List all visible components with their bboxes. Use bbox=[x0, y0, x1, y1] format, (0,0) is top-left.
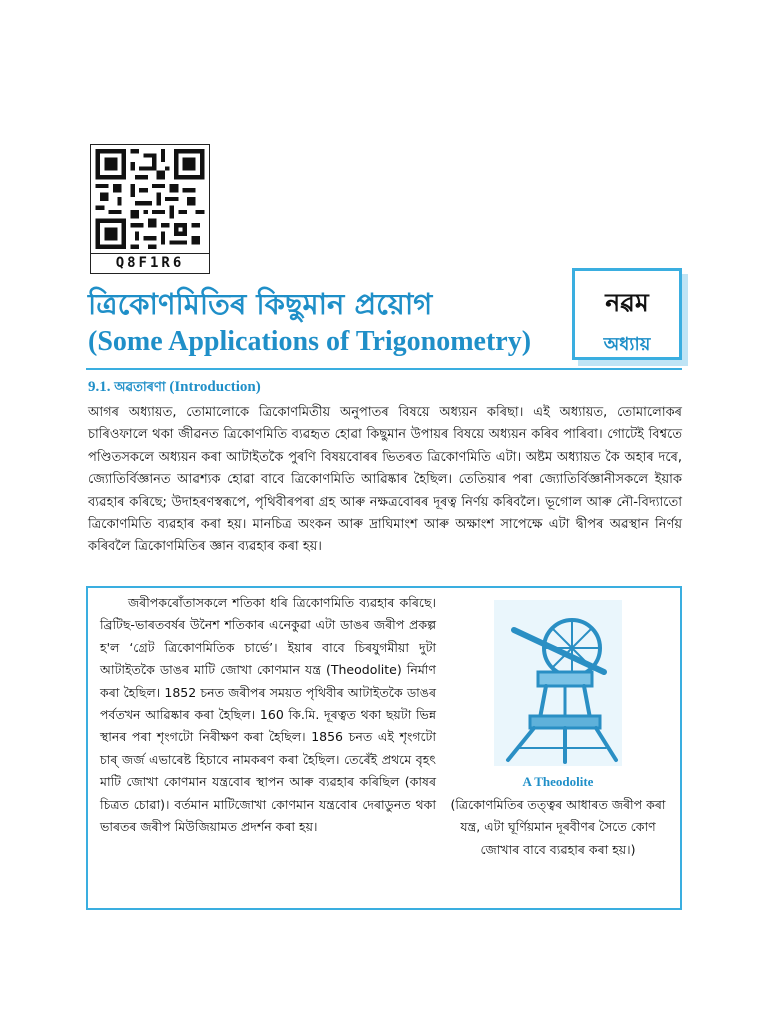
qr-code-icon[interactable] bbox=[90, 144, 210, 254]
chapter-title-assamese: ত্ৰিকোণমিতিৰ কিছুমান প্ৰয়োগ bbox=[88, 287, 433, 321]
section-title-assamese: অৱতাৰণা bbox=[114, 380, 166, 395]
section-heading bbox=[88, 378, 261, 399]
image-caption: A Theodolite bbox=[522, 774, 594, 789]
chapter-number: নৱম bbox=[605, 288, 649, 317]
section-title-english: (Introduction) bbox=[169, 379, 261, 395]
chapter-label: অধ্যায় bbox=[603, 334, 651, 355]
title-divider bbox=[86, 368, 682, 370]
theodolite-image bbox=[494, 600, 622, 766]
qr-code-block[interactable] bbox=[90, 144, 210, 272]
image-description: (ত্ৰিকোণমিতিৰ তত্ত্বৰ আধাৰত জৰীপ কৰা যন্ত্ৰ, এটা ঘূৰ্ণিয়মান দূৰবীণৰ সৈতে কোণ জোখাৰ বাবে ব্যৱহাৰ কৰা হয়।) bbox=[450, 797, 666, 857]
section-number: 9.1. bbox=[88, 379, 111, 395]
chapter-number-box bbox=[572, 268, 682, 360]
survey-paragraph: জৰীপকৰোঁতাসকলে শতিকা ধৰি ত্ৰিকোণমিতি ব্যৱহাৰ কৰিছে। ব্ৰিটিছ-ভাৰতবৰ্ষৰ উনৈশ শতিকাৰ এনেকুৱা এটা ডাঙৰ জৰীপ প্ৰকল্প হ'ল ‘গ্ৰেট ত্ৰিকোণমিতিক চাৰ্ভে’। ইয়াৰ বাবে চিৰযুগমীয়া দুটা আটাইতকৈ ডাঙৰ মাটি জোখা কোণমান যন্ত্ৰ (Theodolite) নিৰ্মাণ কৰা হৈছিল। 1852 চনত জৰীপৰ সময়ত পৃথিবীৰ আটাইতকৈ ডাঙৰ পৰ্বতখন আৱিষ্কাৰ কৰা হৈছিল। 160 কি.মি. দূৰত্বত থকা ছয়টা ভিন্ন স্থানৰ পৰা শৃংগটো নিৰীক্ষণ কৰা হৈছিল। 1856 চনত এই শৃংগটো চাৰ্ জৰ্জ এভাৰেষ্ট হিচাবে নামকৰণ কৰা হৈছিল। তেৰেঁই প্ৰথমে বৃহৎ মাটি জোখা কোণমান যন্ত্ৰবোৰ স্থাপন আৰু ব্যৱহাৰ কৰিছিল (কাষৰ চিত্ৰত চোৱা)। বৰ্তমান মাটিজোখা কোণমান যন্ত্ৰবোৰ দেৰাডুনত থকা ভাৰতৰ জৰীপ মিউজিয়ামত প্ৰদৰ্শন কৰা হয়। bbox=[100, 595, 436, 835]
qr-code-label: Q8F1R6 bbox=[90, 254, 210, 274]
intro-paragraph: আগৰ অধ্যায়ত, তোমালোকে ত্ৰিকোণমিতীয় অনুপাতৰ বিষয়ে অধ্যয়ন কৰিছা। এই অধ্যায়ত, তোমালোকৰ চাৰিওফালে থকা জীৱনত ত্ৰিকোণমিতি ব্যৱহৃত হোৱা কিছুমান উপায়ৰ বিষয়ে অধ্যয়ন কৰিব পাৰিবা। গোটেই বিশ্বতে পণ্ডিতসকলে অধ্যয়ন কৰা আটাইতকৈ পুৰণি বিষয়বোৰৰ ভিতৰত ত্ৰিকোণমিতি এটা। অষ্টম অধ্যায়ত কৈ অহাৰ দৰে, জ্যোতিৰ্বিজ্ঞানত আৱশ্যক হোৱা বাবে ত্ৰিকোণমিতি আৱিষ্কাৰ হৈছিল। তেতিয়াৰ পৰা জ্যোতিৰ্বিজ্ঞানীসকলে ইয়াক ব্যৱহাৰ কৰিছে; উদাহৰণস্বৰূপে, পৃথিবীৰপৰা গ্ৰহ আৰু নক্ষত্ৰবোৰৰ দূৰত্ব নিৰ্ণয় কৰিবলৈ। ভূগোল আৰু নৌ-বিদ্যাতো ত্ৰিকোণমিতি ব্যৱহাৰ কৰা হয়। মানচিত্ৰ অংকন আৰু দ্ৰাঘিমাংশ আৰু অক্ষাংশ সাপেক্ষে এটা দ্বীপৰ অৱস্থান নিৰ্ণয় কৰিবলৈ ত্ৰিকোণমিতিৰ জ্ঞান ব্যৱহাৰ কৰা হয়। bbox=[88, 405, 682, 555]
survey-info-box bbox=[86, 586, 682, 910]
chapter-title-english: (Some Applications of Trigonometry) bbox=[88, 326, 532, 357]
